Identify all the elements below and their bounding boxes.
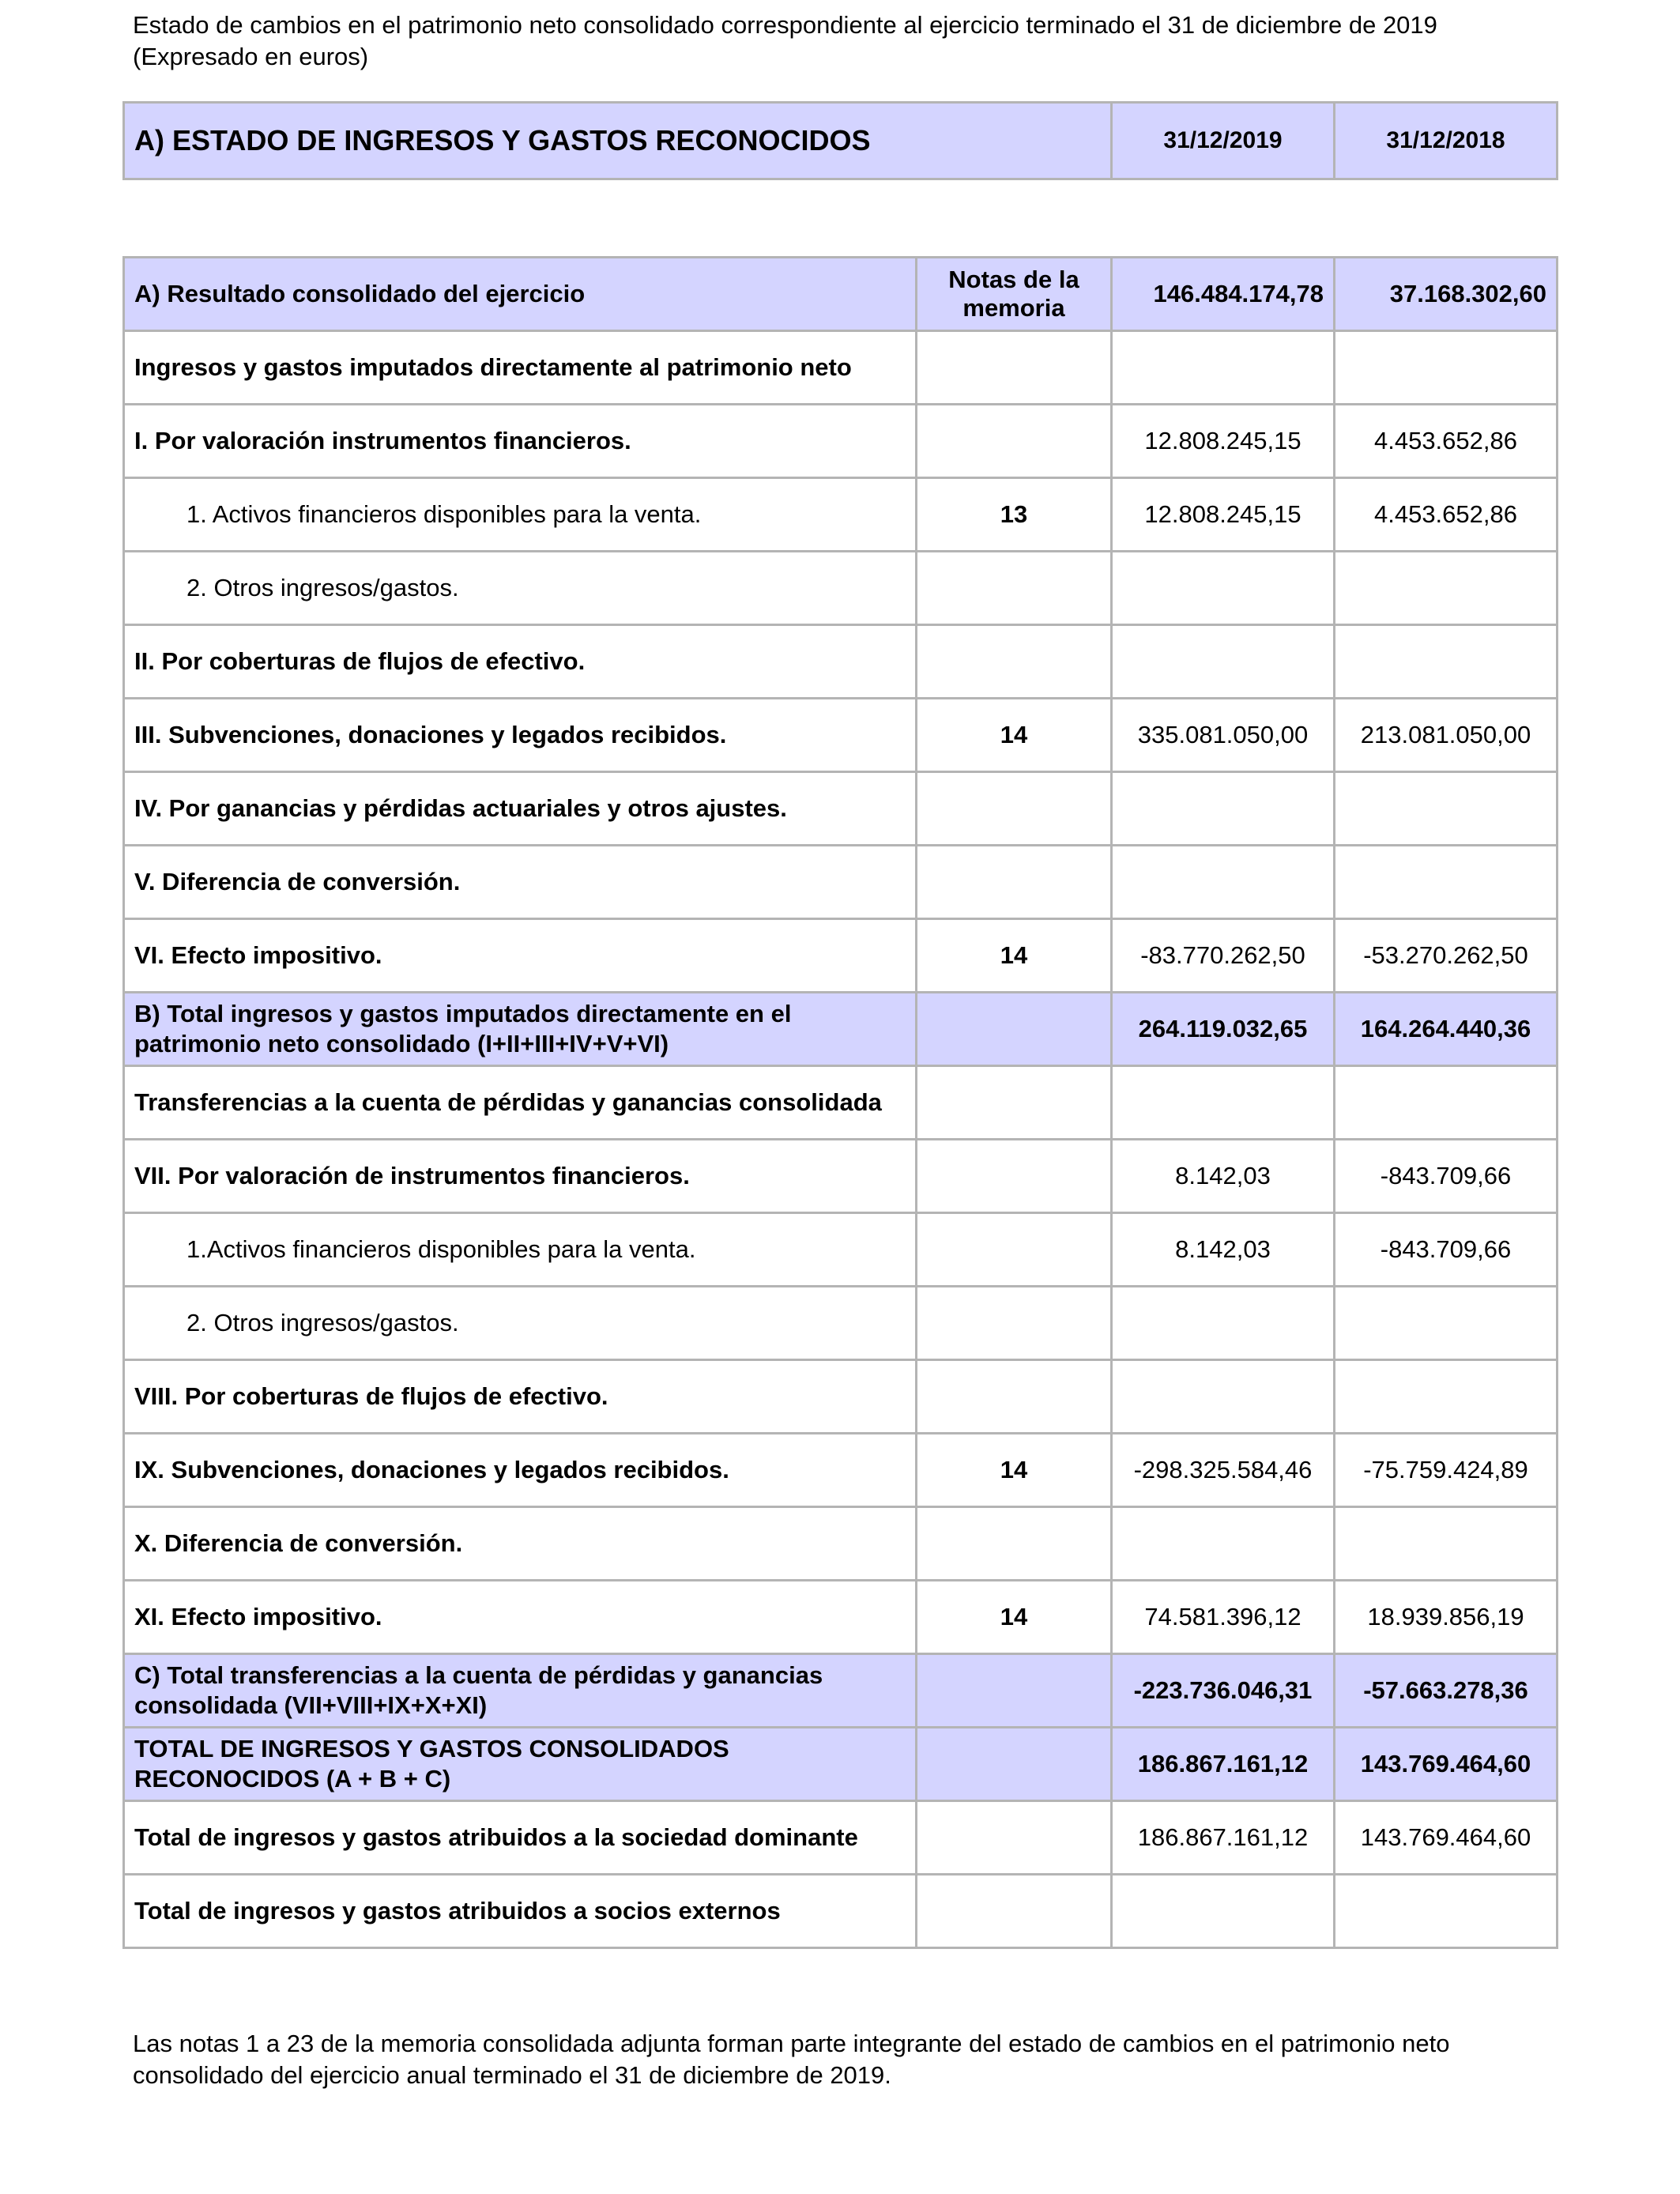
- table-row: [124, 1213, 1558, 1287]
- row-label: 1.Activos financieros disponibles para la venta.: [124, 1213, 917, 1287]
- row-label: 2. Otros ingresos/gastos.: [124, 552, 917, 625]
- value-2019: 186.867.161,12: [1112, 1728, 1335, 1801]
- table-row: [124, 1581, 1558, 1654]
- value-2018: [1335, 772, 1558, 846]
- value-2019: 8.142,03: [1112, 1213, 1335, 1287]
- table-row-total-b: [124, 993, 1558, 1066]
- row-notes: [917, 993, 1112, 1066]
- row-label: II. Por coberturas de flujos de efectivo.: [124, 625, 917, 699]
- row-notes: [917, 331, 1112, 405]
- value-2019: 74.581.396,12: [1112, 1581, 1335, 1654]
- row-label: Transferencias a la cuenta de pérdidas y ganancias consolidada: [124, 1066, 917, 1140]
- value-2019: [1112, 1287, 1335, 1360]
- value-2018: [1335, 1066, 1558, 1140]
- table-row: [124, 478, 1558, 552]
- table-row: [124, 1507, 1558, 1581]
- table-row: [124, 1066, 1558, 1140]
- row-label: TOTAL DE INGRESOS Y GASTOS CONSOLIDADOS RECONOCIDOS (A + B + C): [124, 1728, 917, 1801]
- table-row-total-c: [124, 1654, 1558, 1728]
- value-2018: [1335, 846, 1558, 919]
- value-2018: 37.168.302,60: [1335, 258, 1558, 331]
- value-2019: -83.770.262,50: [1112, 919, 1335, 993]
- caption-currency: (Expresado en euros): [133, 43, 369, 70]
- table-row: [124, 699, 1558, 772]
- row-notes: 14: [917, 1581, 1112, 1654]
- row-label: Total de ingresos y gastos atribuidos a la sociedad dominante: [124, 1801, 917, 1875]
- value-2019: [1112, 1360, 1335, 1434]
- row-notes: 14: [917, 919, 1112, 993]
- value-2019: [1112, 1507, 1335, 1581]
- row-notes: [917, 1507, 1112, 1581]
- value-2019: [1112, 846, 1335, 919]
- value-2018: -843.709,66: [1335, 1213, 1558, 1287]
- caption-title: Estado de cambios en el patrimonio neto consolidado correspondiente al ejercicio terminado el 31 de diciembre de 2019: [133, 11, 1437, 39]
- row-notes: [917, 405, 1112, 478]
- row-label: I. Por valoración instrumentos financieros.: [124, 405, 917, 478]
- row-label: VI. Efecto impositivo.: [124, 919, 917, 993]
- row-label: III. Subvenciones, donaciones y legados recibidos.: [124, 699, 917, 772]
- row-label: Ingresos y gastos imputados directamente al patrimonio neto: [124, 331, 917, 405]
- table-row-grand-total: [124, 1728, 1558, 1801]
- value-2019: 8.142,03: [1112, 1140, 1335, 1213]
- value-2018: -843.709,66: [1335, 1140, 1558, 1213]
- value-2018: -75.759.424,89: [1335, 1434, 1558, 1507]
- row-notes: 14: [917, 1434, 1112, 1507]
- value-2019: 146.484.174,78: [1112, 258, 1335, 331]
- value-2018: 143.769.464,60: [1335, 1801, 1558, 1875]
- row-label: IV. Por ganancias y pérdidas actuariales y otros ajustes.: [124, 772, 917, 846]
- value-2018: 164.264.440,36: [1335, 993, 1558, 1066]
- value-2018: -53.270.262,50: [1335, 919, 1558, 993]
- document-caption: [133, 9, 1634, 73]
- row-label: B) Total ingresos y gastos imputados directamente en el patrimonio neto consolidado (I+II+III+IV+V+VI): [124, 993, 917, 1066]
- value-2019: [1112, 1066, 1335, 1140]
- notes-column-header: Notas de la memoria: [917, 258, 1112, 331]
- table-row: [124, 1801, 1558, 1875]
- value-2018: 18.939.856,19: [1335, 1581, 1558, 1654]
- column-header-2019: 31/12/2019: [1112, 103, 1335, 179]
- row-label: VIII. Por coberturas de flujos de efectivo.: [124, 1360, 917, 1434]
- value-2018: [1335, 1360, 1558, 1434]
- row-notes: [917, 1066, 1112, 1140]
- income-expense-table: [122, 256, 1558, 1949]
- value-2019: 12.808.245,15: [1112, 478, 1335, 552]
- row-label: VII. Por valoración de instrumentos financieros.: [124, 1140, 917, 1213]
- row-notes: 13: [917, 478, 1112, 552]
- row-notes: [917, 1801, 1112, 1875]
- row-label: 1. Activos financieros disponibles para la venta.: [124, 478, 917, 552]
- value-2019: [1112, 331, 1335, 405]
- value-2019: 186.867.161,12: [1112, 1801, 1335, 1875]
- row-notes: [917, 552, 1112, 625]
- value-2019: [1112, 1875, 1335, 1948]
- row-label: XI. Efecto impositivo.: [124, 1581, 917, 1654]
- value-2019: 335.081.050,00: [1112, 699, 1335, 772]
- row-notes: [917, 625, 1112, 699]
- section-title: A) ESTADO DE INGRESOS Y GASTOS RECONOCIDOS: [124, 103, 1112, 179]
- value-2019: 264.119.032,65: [1112, 993, 1335, 1066]
- value-2018: 143.769.464,60: [1335, 1728, 1558, 1801]
- value-2018: [1335, 1507, 1558, 1581]
- row-label: A) Resultado consolidado del ejercicio: [124, 258, 917, 331]
- value-2018: [1335, 331, 1558, 405]
- value-2018: [1335, 1287, 1558, 1360]
- value-2019: [1112, 552, 1335, 625]
- row-notes: [917, 1360, 1112, 1434]
- table-row: [124, 625, 1558, 699]
- table-row: [124, 1360, 1558, 1434]
- value-2018: [1335, 625, 1558, 699]
- row-notes: [917, 772, 1112, 846]
- section-header-table: [122, 101, 1558, 180]
- value-2019: [1112, 772, 1335, 846]
- value-2019: -223.736.046,31: [1112, 1654, 1335, 1728]
- table-row: [124, 1434, 1558, 1507]
- value-2018: -57.663.278,36: [1335, 1654, 1558, 1728]
- footer-line-1: Las notas 1 a 23 de la memoria consolidada adjunta forman parte integrante del estado de cambios en el patrimonio neto: [133, 2030, 1450, 2057]
- table-row: [124, 331, 1558, 405]
- row-notes: [917, 1213, 1112, 1287]
- value-2019: 12.808.245,15: [1112, 405, 1335, 478]
- value-2019: -298.325.584,46: [1112, 1434, 1335, 1507]
- footer-line-2: consolidado del ejercicio anual terminado el 31 de diciembre de 2019.: [133, 2061, 891, 2089]
- row-notes: [917, 1875, 1112, 1948]
- value-2018: [1335, 552, 1558, 625]
- row-notes: 14: [917, 699, 1112, 772]
- row-label: IX. Subvenciones, donaciones y legados recibidos.: [124, 1434, 917, 1507]
- table-row: [124, 405, 1558, 478]
- column-header-2018: 31/12/2018: [1335, 103, 1558, 179]
- row-notes: [917, 846, 1112, 919]
- table-row: [124, 1140, 1558, 1213]
- row-label: 2. Otros ingresos/gastos.: [124, 1287, 917, 1360]
- row-notes: [917, 1140, 1112, 1213]
- row-label: Total de ingresos y gastos atribuidos a socios externos: [124, 1875, 917, 1948]
- row-label: V. Diferencia de conversión.: [124, 846, 917, 919]
- value-2018: 4.453.652,86: [1335, 405, 1558, 478]
- table-row: [124, 919, 1558, 993]
- value-2018: 4.453.652,86: [1335, 478, 1558, 552]
- row-label: X. Diferencia de conversión.: [124, 1507, 917, 1581]
- table-row: [124, 1875, 1558, 1948]
- table-row: [124, 552, 1558, 625]
- row-notes: [917, 1728, 1112, 1801]
- section-header-row: [124, 103, 1558, 179]
- row-notes: [917, 1287, 1112, 1360]
- row-notes: [917, 1654, 1112, 1728]
- table-row-resultado: [124, 258, 1558, 331]
- row-label: C) Total transferencias a la cuenta de pérdidas y ganancias consolidada (VII+VIII+IX+X+XI): [124, 1654, 917, 1728]
- table-row: [124, 1287, 1558, 1360]
- value-2018: [1335, 1875, 1558, 1948]
- value-2019: [1112, 625, 1335, 699]
- footer-note: [133, 2028, 1634, 2091]
- table-row: [124, 846, 1558, 919]
- table-row: [124, 772, 1558, 846]
- value-2018: 213.081.050,00: [1335, 699, 1558, 772]
